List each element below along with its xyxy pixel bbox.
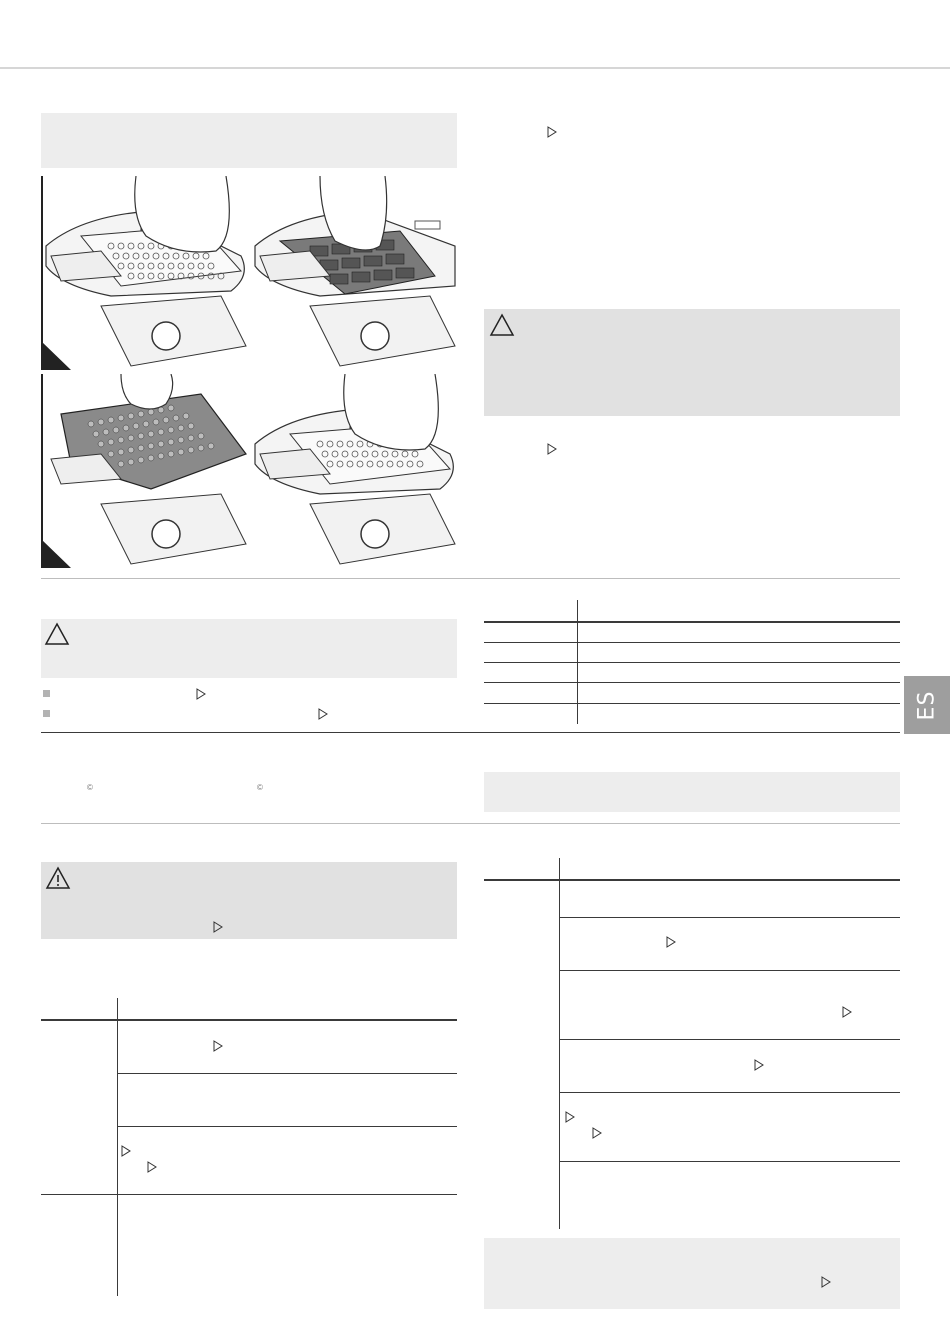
- warning-triangle-icon: [44, 622, 70, 646]
- table-row-rule: [41, 1194, 457, 1195]
- troubleshooting-table-right: [484, 858, 900, 1229]
- section-divider: [41, 578, 900, 579]
- table-header-rule: [484, 621, 900, 623]
- bottom-note-panel: [484, 1238, 900, 1309]
- arrow-icon: [842, 1006, 852, 1018]
- arrow-icon: [147, 1161, 157, 1173]
- filter-removal-illustration: [250, 176, 457, 370]
- photo-step-1: [41, 176, 248, 370]
- table-row-rule: [117, 1073, 457, 1074]
- table-row-rule: [559, 1092, 900, 1093]
- arrow-icon: [666, 936, 676, 948]
- arrow-icon: [318, 708, 328, 720]
- note-panel: [484, 772, 900, 812]
- table-row-rule: [484, 662, 900, 663]
- table-row-rule: [559, 970, 900, 971]
- header-rule: [0, 67, 950, 69]
- table-row-rule: [117, 1126, 457, 1127]
- photo-grid: [41, 176, 457, 568]
- grille-close-illustration: [250, 374, 457, 568]
- copyright-icon: ©: [87, 783, 93, 792]
- arrow-icon: [754, 1059, 764, 1071]
- arrow-icon: [821, 1276, 831, 1288]
- photo-step-2: [250, 176, 457, 370]
- warning-panel-left-lower: [41, 862, 457, 939]
- arrow-icon: [565, 1111, 575, 1123]
- table-row-rule: [484, 642, 900, 643]
- photo-step-3: [41, 374, 248, 568]
- spec-table: [484, 600, 900, 724]
- table-column-divider: [117, 998, 118, 1296]
- warning-panel-left: [41, 619, 457, 678]
- table-row-rule: [559, 1039, 900, 1040]
- troubleshooting-table-left: [41, 998, 457, 1296]
- table-column-divider: [559, 858, 560, 1229]
- arrow-icon: [592, 1127, 602, 1139]
- section-divider: [41, 823, 900, 824]
- table-row-rule: [559, 917, 900, 918]
- warning-triangle-icon: [489, 313, 515, 337]
- arrow-icon: [196, 688, 206, 700]
- table-header-rule: [41, 1019, 457, 1021]
- language-tab[interactable]: [904, 676, 950, 734]
- arrow-icon: [547, 126, 557, 138]
- square-bullet-icon: [43, 690, 50, 697]
- arrow-icon: [213, 1040, 223, 1052]
- warning-panel-right: [484, 309, 900, 416]
- arrow-icon: [213, 921, 223, 933]
- table-row-rule: [484, 682, 900, 683]
- arrow-icon: [547, 443, 557, 455]
- warning-triangle-exclamation-icon: [45, 866, 71, 890]
- section-heading-panel: [41, 113, 457, 168]
- copyright-icon: ©: [257, 783, 263, 792]
- grille-lift-illustration: [41, 374, 248, 568]
- photo-step-4: [250, 374, 457, 568]
- square-bullet-icon: [43, 710, 50, 717]
- table-row-rule: [484, 703, 900, 704]
- vacuum-lid-illustration: [41, 176, 248, 370]
- table-header-rule: [484, 879, 900, 881]
- language-tab-label: ES: [914, 690, 940, 720]
- arrow-icon: [121, 1145, 131, 1157]
- section-divider: [41, 732, 900, 733]
- table-row-rule: [559, 1161, 900, 1162]
